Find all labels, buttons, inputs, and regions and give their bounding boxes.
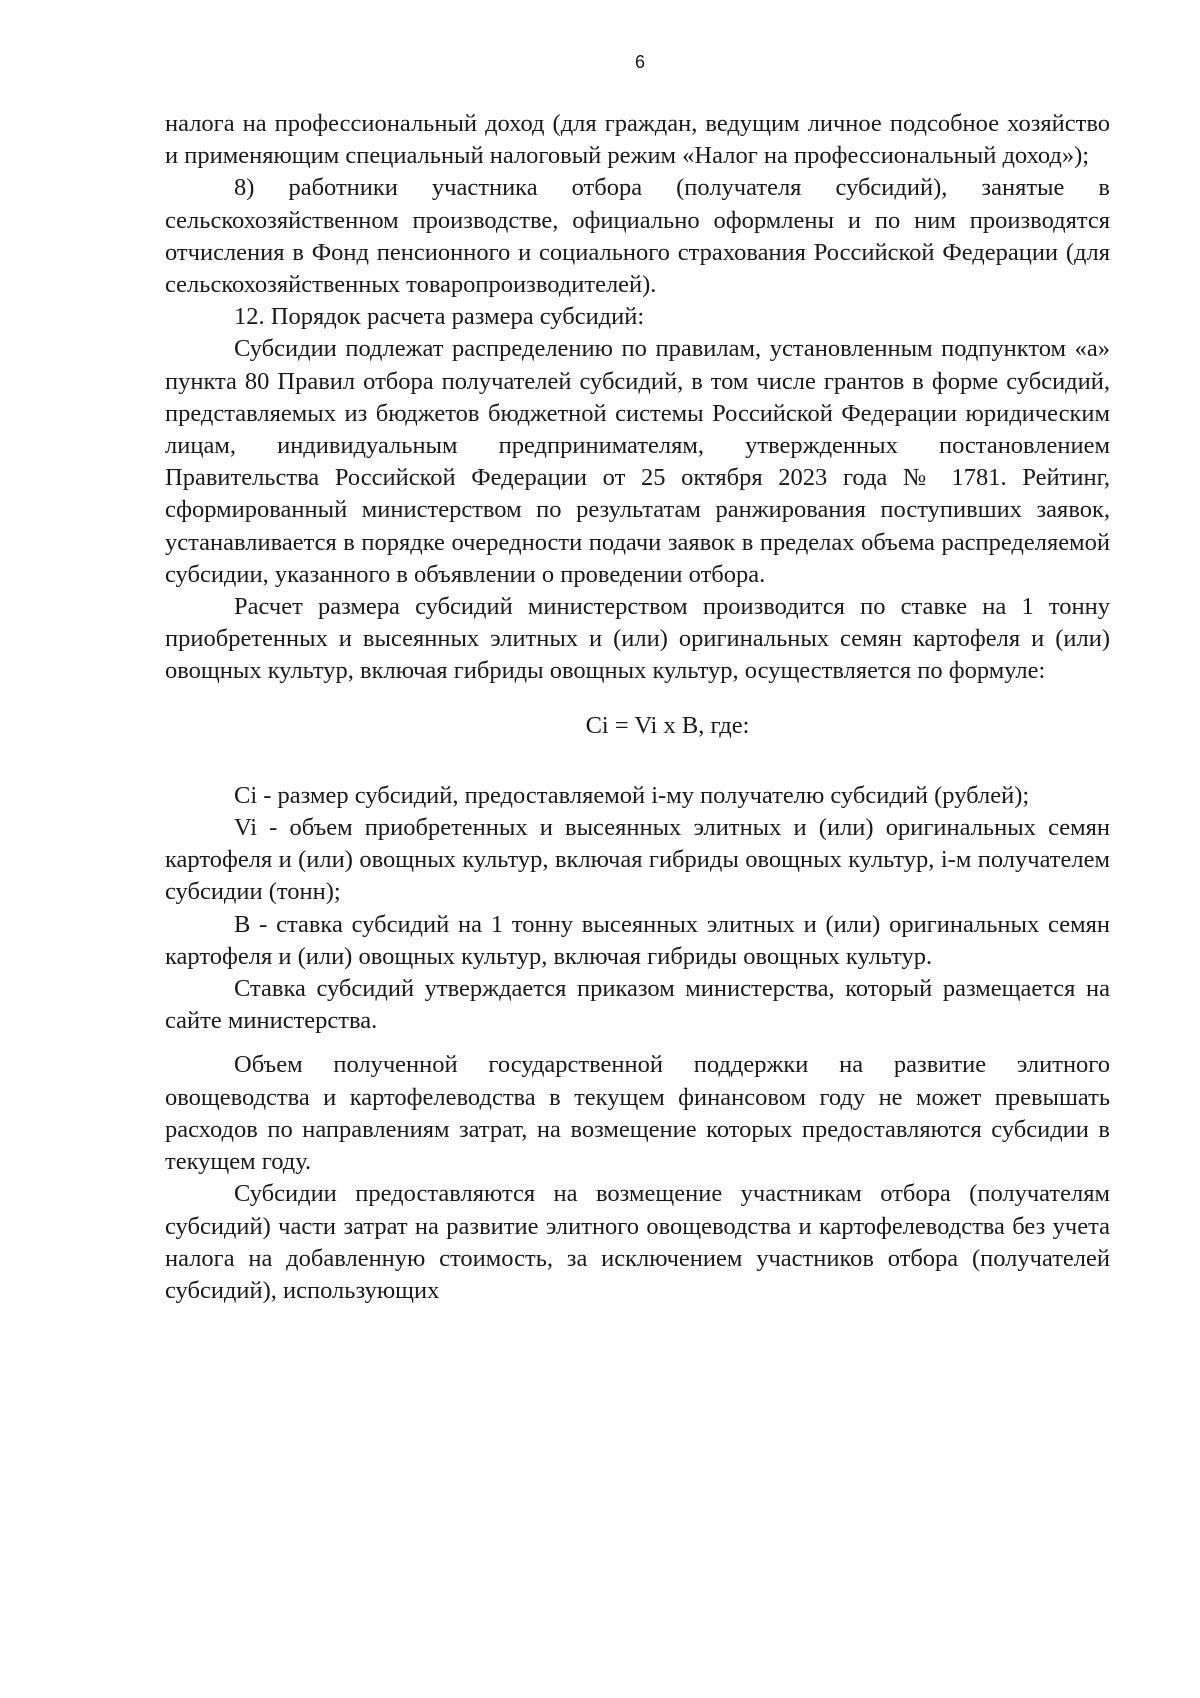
paragraph-9: Ставка субсидий утверждается приказом министерства, который размещается на сайте министерства. bbox=[165, 975, 1110, 1035]
paragraph-2: 8) работники участника отбора (получателя субсидий), занятые в сельскохозяйственном производстве, официально оформлены и по ним производятся отчисления в Фонд пенсионного и социального страхования Российской Федерации (для сельскохозяйственных товаропроизводителей). bbox=[165, 174, 1110, 299]
section-heading-12: 12. Порядок расчета размера субсидий: bbox=[234, 303, 645, 331]
paragraph-11: Субсидии предоставляются на возмещение участникам отбора (получателям субсидий) части затрат на развитие элитного овощеводства и картофелеводства без учета налога на добавленную стоимость, за исключением участников отбора (получателей субсидий), использующих bbox=[165, 1180, 1110, 1304]
definition-vi: Vi - объем приобретенных и высеянных элитных и (или) оригинальных семян картофеля и (или) овощных культур, включая гибриды овощных культур, i-м получателем субсидии (тонн); bbox=[165, 814, 1110, 906]
paragraph-1: налога на профессиональный доход (для граждан, ведущим личное подсобное хозяйство и применяющим специальный налоговый режим «Налог на профессиональный доход»); bbox=[165, 110, 1110, 170]
document-body bbox=[165, 108, 1110, 1307]
definition-b: B - ставка субсидий на 1 тонну высеянных элитных и (или) оригинальных семян картофеля и (или) овощных культур, включая гибриды овощных культур. bbox=[165, 910, 1110, 970]
definition-ci: Ci - размер субсидий, предоставляемой i-му получателю субсидий (рублей); bbox=[234, 781, 1030, 809]
formula: Ci = Vi x B, где: bbox=[585, 711, 750, 739]
page-number: 6 bbox=[634, 52, 645, 72]
paragraph-5: Расчет размера субсидий министерством производится по ставке на 1 тонну приобретенных и высеянных элитных и (или) оригинальных семян картофеля и (или) овощных культур, включая гибриды овощных культур, осуществляется по формуле: bbox=[165, 593, 1110, 685]
spacer bbox=[165, 1037, 1110, 1049]
paragraph-10: Объем полученной государственной поддержки на развитие элитного овощеводства и картофелеводства в текущем финансовом году не может превышать расходов по направлениям затрат, на возмещение которых предоставляются субсидии в текущем году. bbox=[165, 1051, 1110, 1176]
paragraph-4: Субсидии подлежат распределению по правилам, установленным подпунктом «а» пункта 80 Правил отбора получателей субсидий, в том числе грантов в форме субсидий, представляемых из бюджетов бюджетной системы Российской Федерации юридическим лицам, индивидуальным предпринимателям, утвержденных постановлением Правительства Российской Федерации от 25 октября 2023 года № 1781. Рейтинг, сформированный министерством по результатам ранжирования поступивших заявок, устанавливается в порядке очередности подачи заявок в пределах объема распределяемой субсидии, указанного в объявлении о проведении отбора. bbox=[165, 335, 1110, 588]
